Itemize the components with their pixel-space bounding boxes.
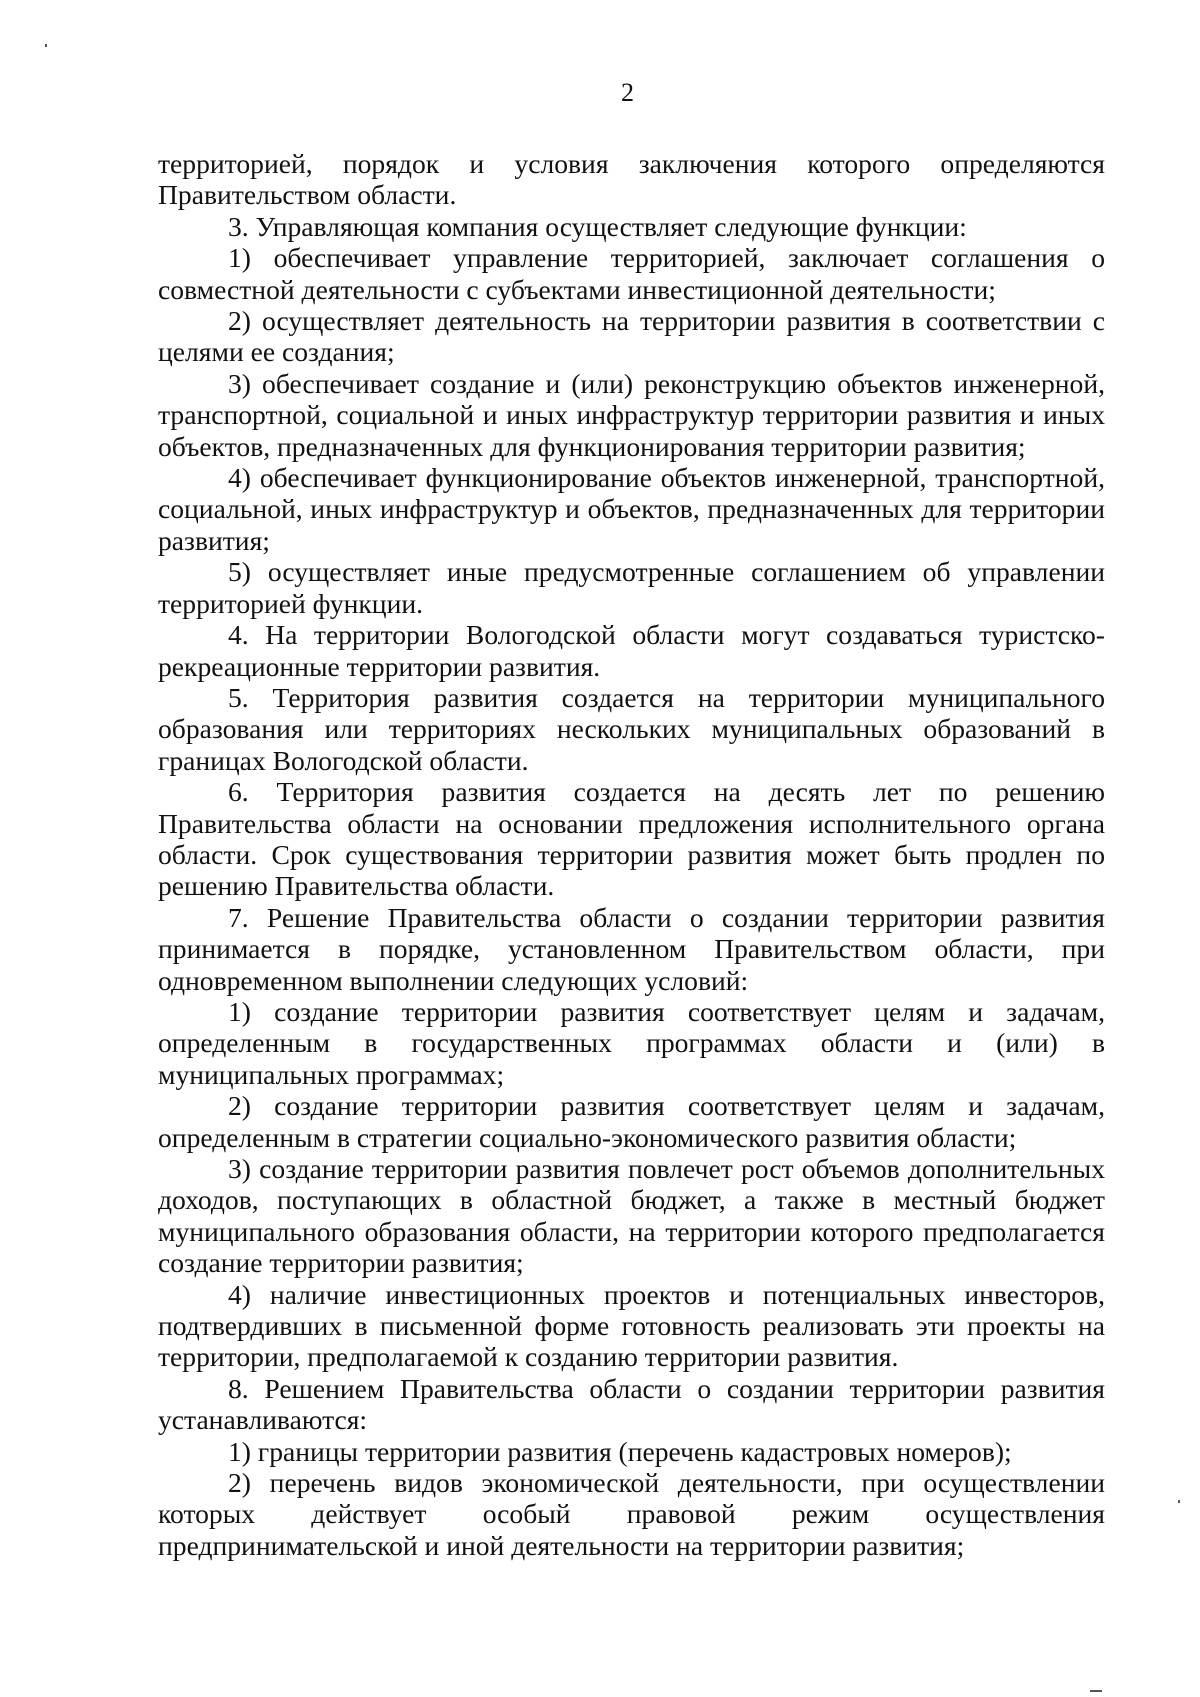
paragraph-item-8-1: 1) границы территории развития (перечень кадастровых номеров); xyxy=(228,1435,1012,1467)
paragraph-item-7: 7. Решение Правительства области о создании территории развития принимается в порядке, установленном Правительством области, при одновременном выполнении следующих условий: xyxy=(158,901,1105,996)
paragraph-item-4: 4. На территории Вологодской области могут создаваться туристско-рекреационные территории развития. xyxy=(158,619,1105,682)
paragraph-continuation: территорией, порядок и условия заключения которого определяются Правительством области. xyxy=(158,148,1105,211)
paragraph-item-3-2: 2) осуществляет деятельность на территории развития в соответствии с целями ее создания; xyxy=(158,305,1105,368)
paragraph-item-6: 6. Территория развития создается на десять лет по решению Правительства области на основании предложения исполнительного органа области. Срок существования территории развития может быть продлен по решению Правительства области. xyxy=(158,776,1105,902)
page-number: 2 xyxy=(621,78,634,107)
paragraph-item-3-5: 5) осуществляет иные предусмотренные соглашением об управлении территорией функции. xyxy=(158,556,1105,619)
paragraph-item-3-4: 4) обеспечивает функционирование объектов инженерной, транспортной, социальной, иных инфраструктур и объектов, предназначенных для территории развития; xyxy=(158,462,1105,556)
paragraph-item-8: 8. Решением Правительства области о создании территории развития устанавливаются: xyxy=(158,1372,1105,1436)
paragraph-item-5: 5. Территория развития создается на территории муниципального образования или территориях нескольких муниципальных образований в границах Вологодской области. xyxy=(158,681,1105,776)
document-body xyxy=(158,148,1105,1561)
paragraph-item-7-4: 4) наличие инвестиционных проектов и потенциальных инвесторов, подтвердивших в письменной форме готовность реализовать эти проекты на территории, предполагаемой к созданию территории развития. xyxy=(158,1278,1105,1373)
paragraph-item-7-2: 2) создание территории развития соответствует целям и задачам, определенным в стратегии социально-экономического развития области; xyxy=(158,1090,1105,1153)
scan-speck-bottom-right xyxy=(1090,1690,1102,1692)
scan-speck-top-left xyxy=(45,44,47,47)
paragraph-item-7-1: 1) создание территории развития соответствует целям и задачам, определенным в государственных программах области и (или) в муниципальных программах; xyxy=(158,995,1105,1090)
scan-speck-right xyxy=(1178,1500,1180,1503)
paragraph-item-3-1: 1) обеспечивает управление территорией, заключает соглашения о совместной деятельности с субъектами инвестиционной деятельности; xyxy=(158,242,1105,305)
paragraph-item-3: 3. Управляющая компания осуществляет следующие функции: xyxy=(228,210,967,242)
paragraph-item-7-3: 3) создание территории развития повлечет рост объемов дополнительных доходов, поступающих в областной бюджет, а также в местный бюджет муниципального образования области, на территории которого предполагается создание территории развития; xyxy=(158,1153,1105,1279)
paragraph-item-8-2: 2) перечень видов экономической деятельности, при осуществлении которых действует особый правовой режим осуществления предпринимательской и иной деятельности на территории развития; xyxy=(158,1467,1105,1561)
paragraph-item-3-3: 3) обеспечивает создание и (или) реконструкцию объектов инженерной, транспортной, социальной и иных инфраструктур территории развития и иных объектов, предназначенных для функционирования территории развития; xyxy=(158,367,1105,462)
